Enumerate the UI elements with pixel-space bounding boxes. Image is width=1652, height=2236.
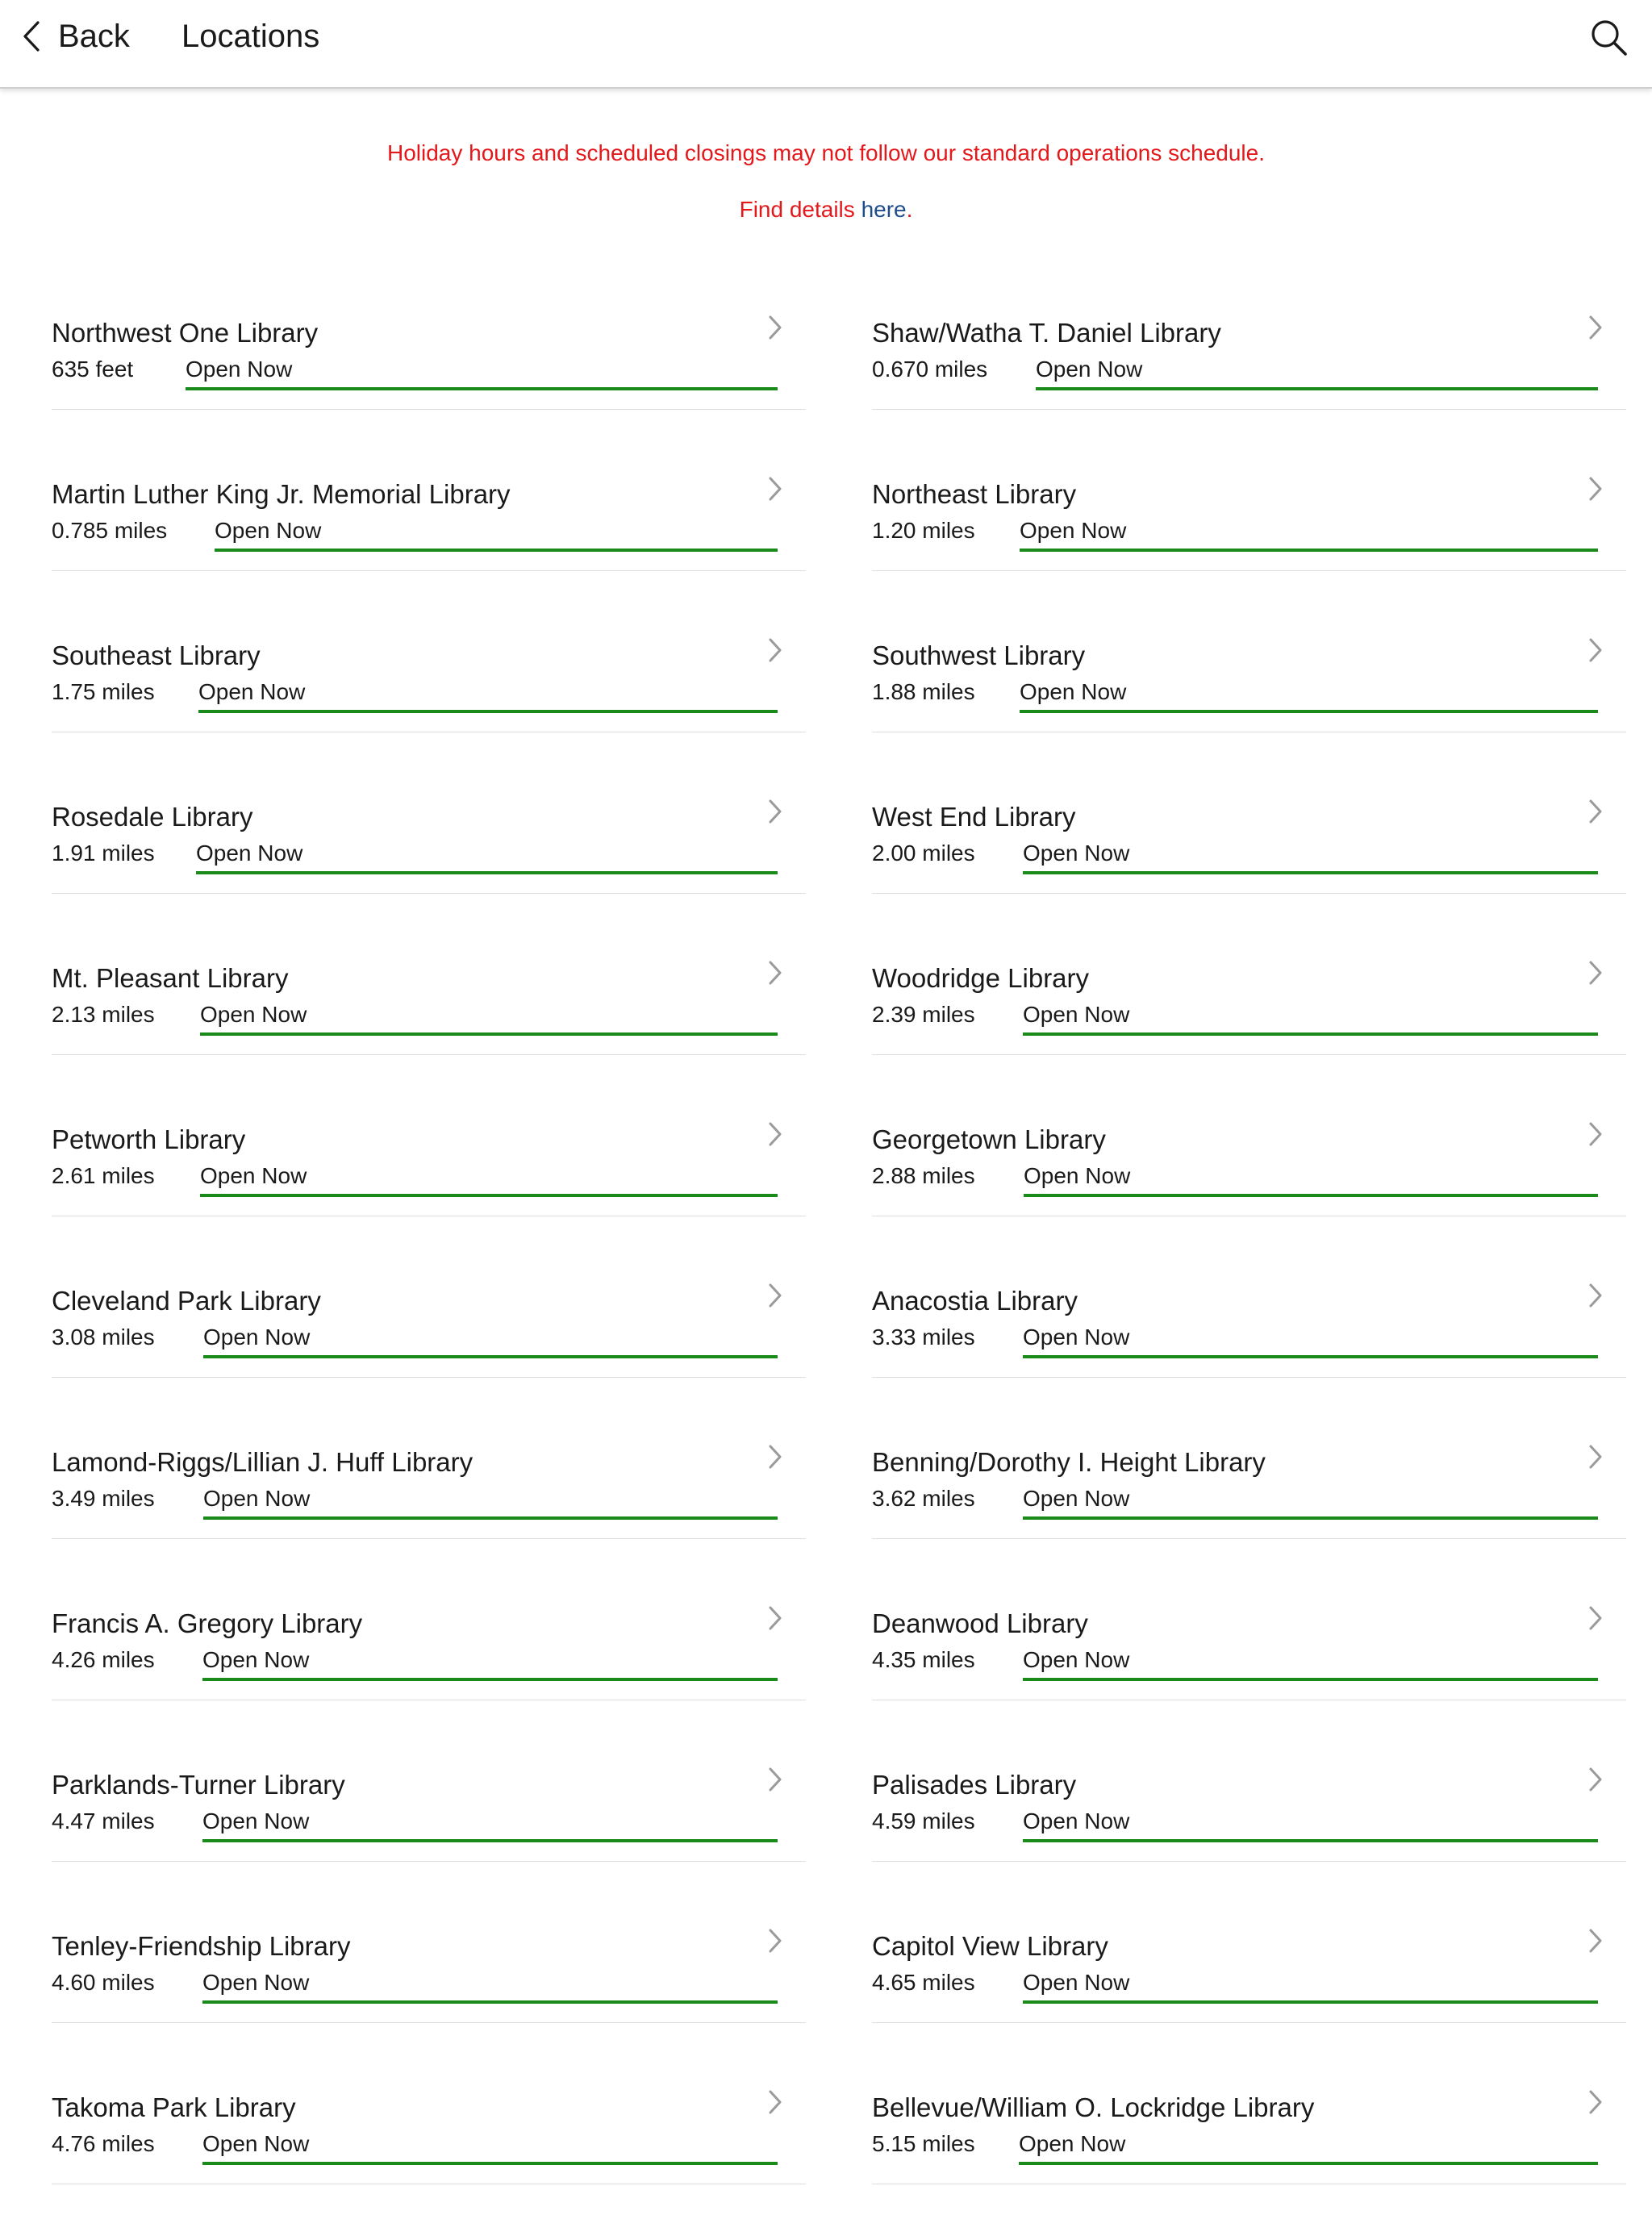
open-status: Open Now: [1023, 1970, 1598, 2004]
location-distance: 1.88 miles: [872, 679, 975, 704]
location-name: Bellevue/William O. Lockridge Library: [872, 2092, 1315, 2122]
row-divider: [52, 1377, 806, 1378]
holiday-notice: Holiday hours and scheduled closings may not follow our standard operations schedule.: [387, 140, 1265, 165]
location-name: Georgetown Library: [872, 1124, 1106, 1154]
location-distance: 2.61 miles: [52, 1163, 155, 1188]
open-status: Open Now: [1023, 1808, 1598, 1842]
location-item[interactable]: [52, 1107, 806, 1268]
search-icon[interactable]: [1589, 18, 1628, 56]
location-name: Palisades Library: [872, 1770, 1077, 1800]
location-item[interactable]: [52, 623, 806, 784]
row-divider: [52, 409, 806, 410]
open-status: Open Now: [200, 1002, 778, 1036]
row-divider: [872, 1377, 1626, 1378]
chevron-right-icon: [1587, 799, 1604, 824]
location-name: Shaw/Watha T. Daniel Library: [872, 318, 1221, 348]
row-divider: [52, 893, 806, 894]
location-item[interactable]: [52, 784, 806, 945]
open-status: Open Now: [1020, 518, 1598, 552]
row-divider: [872, 409, 1626, 410]
location-item[interactable]: [872, 461, 1626, 623]
chevron-right-icon: [1587, 2089, 1604, 2115]
location-name: Northwest One Library: [52, 318, 319, 348]
location-distance: 4.65 miles: [872, 1970, 975, 1995]
page-title: Locations: [181, 19, 320, 54]
open-status: Open Now: [186, 357, 778, 390]
location-distance: 3.62 miles: [872, 1486, 975, 1511]
chevron-right-icon: [1587, 637, 1604, 663]
back-button[interactable]: [23, 0, 130, 73]
open-status: Open Now: [1036, 357, 1598, 390]
location-item[interactable]: [52, 1913, 806, 2075]
find-details-line: [0, 197, 1652, 223]
open-status: Open Now: [196, 841, 778, 874]
open-status: Open Now: [1023, 1002, 1598, 1036]
open-status: Open Now: [203, 1324, 778, 1358]
open-status: Open Now: [1023, 1647, 1598, 1681]
open-status: Open Now: [200, 1163, 778, 1197]
location-item[interactable]: [872, 1268, 1626, 1429]
location-name: West End Library: [872, 802, 1076, 832]
location-item[interactable]: [52, 1591, 806, 1752]
row-divider: [52, 570, 806, 571]
location-name: Cleveland Park Library: [52, 1286, 321, 1316]
location-distance: 1.20 miles: [872, 518, 975, 543]
chevron-right-icon: [767, 1928, 783, 1954]
location-item[interactable]: [52, 461, 806, 623]
open-status: Open Now: [198, 679, 778, 713]
location-name: Capitol View Library: [872, 1931, 1108, 1961]
chevron-right-icon: [767, 637, 783, 663]
location-item[interactable]: [52, 1752, 806, 1913]
chevron-right-icon: [767, 476, 783, 502]
location-item[interactable]: [872, 300, 1626, 461]
chevron-right-icon: [1587, 1444, 1604, 1470]
location-item[interactable]: [872, 1591, 1626, 1752]
location-name: Takoma Park Library: [52, 2092, 296, 2122]
location-item[interactable]: [872, 1913, 1626, 2075]
row-divider: [872, 1054, 1626, 1055]
location-name: Tenley-Friendship Library: [52, 1931, 351, 1961]
location-distance: 2.39 miles: [872, 1002, 975, 1027]
location-distance: 1.75 miles: [52, 679, 155, 704]
location-item[interactable]: [872, 1107, 1626, 1268]
location-item[interactable]: [872, 784, 1626, 945]
chevron-right-icon: [767, 1121, 783, 1147]
row-divider: [52, 1054, 806, 1055]
chevron-right-icon: [767, 1767, 783, 1792]
row-divider: [872, 570, 1626, 571]
location-distance: 3.08 miles: [52, 1324, 155, 1350]
location-distance: 4.47 miles: [52, 1808, 155, 1833]
open-status: Open Now: [202, 1808, 778, 1842]
location-distance: 3.33 miles: [872, 1324, 975, 1350]
open-status: Open Now: [202, 1970, 778, 2004]
location-name: Petworth Library: [52, 1124, 246, 1154]
open-status: Open Now: [1023, 1324, 1598, 1358]
open-status: Open Now: [1019, 2131, 1598, 2165]
chevron-right-icon: [767, 2089, 783, 2115]
open-status: Open Now: [1023, 1486, 1598, 1520]
location-item[interactable]: [52, 2075, 806, 2236]
details-link[interactable]: here: [861, 197, 907, 222]
back-label: Back: [58, 18, 130, 54]
open-status: Open Now: [215, 518, 778, 552]
location-distance: 2.88 miles: [872, 1163, 975, 1188]
location-name: Francis A. Gregory Library: [52, 1608, 363, 1638]
chevron-right-icon: [1587, 960, 1604, 986]
location-distance: 2.13 miles: [52, 1002, 155, 1027]
find-details-text: Find details: [739, 197, 861, 222]
location-name: Mt. Pleasant Library: [52, 963, 289, 993]
location-name: Woodridge Library: [872, 963, 1090, 993]
location-name: Deanwood Library: [872, 1608, 1088, 1638]
chevron-left-icon: [23, 21, 40, 52]
location-distance: 0.785 miles: [52, 518, 168, 543]
location-item[interactable]: [872, 945, 1626, 1107]
chevron-right-icon: [1587, 1928, 1604, 1954]
row-divider: [872, 1861, 1626, 1862]
row-divider: [52, 2022, 806, 2023]
chevron-right-icon: [1587, 1283, 1604, 1308]
row-divider: [872, 1538, 1626, 1539]
location-distance: 4.35 miles: [872, 1647, 975, 1672]
location-name: Martin Luther King Jr. Memorial Library: [52, 479, 511, 509]
open-status: Open Now: [1020, 679, 1598, 713]
location-distance: 4.60 miles: [52, 1970, 155, 1995]
chevron-right-icon: [767, 1444, 783, 1470]
open-status: Open Now: [1024, 1163, 1598, 1197]
row-divider: [52, 1538, 806, 1539]
location-distance: 1.91 miles: [52, 841, 155, 866]
location-item[interactable]: [872, 2075, 1626, 2236]
row-divider: [872, 893, 1626, 894]
location-distance: 0.670 miles: [872, 357, 988, 382]
chevron-right-icon: [1587, 1121, 1604, 1147]
location-name: Rosedale Library: [52, 802, 253, 832]
location-name: Parklands-Turner Library: [52, 1770, 345, 1800]
location-name: Lamond-Riggs/Lillian J. Huff Library: [52, 1447, 473, 1477]
location-distance: 4.59 miles: [872, 1808, 975, 1833]
chevron-right-icon: [1587, 1605, 1604, 1631]
location-item[interactable]: [872, 1429, 1626, 1591]
location-distance: 3.49 miles: [52, 1486, 155, 1511]
location-item[interactable]: [872, 1752, 1626, 1913]
location-item[interactable]: [52, 1268, 806, 1429]
location-name: Southwest Library: [872, 640, 1086, 670]
row-divider: [52, 1861, 806, 1862]
open-status: Open Now: [203, 1486, 778, 1520]
chevron-right-icon: [1587, 315, 1604, 340]
location-item[interactable]: [52, 300, 806, 461]
location-name: Benning/Dorothy I. Height Library: [872, 1447, 1266, 1477]
location-distance: 5.15 miles: [872, 2131, 975, 2156]
chevron-right-icon: [1587, 1767, 1604, 1792]
chevron-right-icon: [767, 315, 783, 340]
open-status: Open Now: [202, 1647, 778, 1681]
open-status: Open Now: [1023, 841, 1598, 874]
chevron-right-icon: [767, 1283, 783, 1308]
location-distance: 2.00 miles: [872, 841, 975, 866]
location-name: Northeast Library: [872, 479, 1077, 509]
chevron-right-icon: [767, 960, 783, 986]
location-item[interactable]: [52, 945, 806, 1107]
chevron-right-icon: [767, 799, 783, 824]
nav-bar: [0, 0, 1652, 89]
location-name: Anacostia Library: [872, 1286, 1078, 1316]
location-distance: 635 feet: [52, 357, 134, 382]
location-distance: 4.26 miles: [52, 1647, 155, 1672]
chevron-right-icon: [767, 1605, 783, 1631]
chevron-right-icon: [1587, 476, 1604, 502]
find-details-period: .: [906, 197, 913, 222]
open-status: Open Now: [202, 2131, 778, 2165]
row-divider: [872, 2022, 1626, 2023]
location-item[interactable]: [872, 623, 1626, 784]
location-item[interactable]: [52, 1429, 806, 1591]
location-name: Southeast Library: [52, 640, 261, 670]
location-distance: 4.76 miles: [52, 2131, 155, 2156]
